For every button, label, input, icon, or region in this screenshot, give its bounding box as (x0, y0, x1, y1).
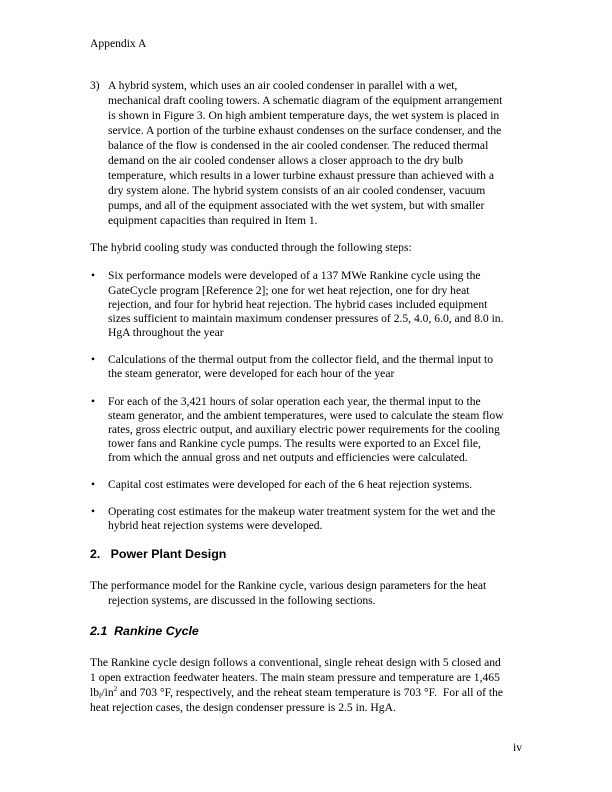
intro-paragraph: The hybrid cooling study was conducted through the following steps: (90, 241, 412, 254)
bullet-icon: • (91, 505, 96, 518)
item3-line: is shown in Figure 3. On high ambient temperature days, the wet system is placed in (108, 109, 500, 122)
bullet-line: sizes sufficient to maintain maximum condenser pressures of 2.5, 4.0, 6.0, and 8.0 in. (108, 312, 504, 325)
bullet-icon: • (91, 353, 96, 366)
bullet-icon: • (91, 269, 96, 282)
section2-line: The performance model for the Rankine cycle, various design parameters for the heat (90, 579, 487, 592)
item3-line: dry system alone. The hybrid system consists of an air cooled condenser, vacuum (108, 184, 486, 197)
bullet-line: from which the annual gross and net outputs and efficiencies were calculated. (108, 451, 468, 464)
bullet-icon: • (91, 395, 96, 408)
bullet-line: rates, gross electric output, and auxiliary electric power requirements for the cooling (108, 423, 500, 436)
bullet-line: tower fans and Rankine cycle pumps. The results were exported to an Excel file, (108, 437, 481, 450)
section-heading: 2. Power Plant Design (90, 547, 227, 561)
item3-line: service. A portion of the turbine exhaust condenses on the surface condenser, and the (108, 124, 502, 137)
bullet-line: HgA throughout the year (108, 326, 224, 339)
subsection-heading: 2.1 Rankine Cycle (90, 624, 199, 638)
section21-line (90, 685, 503, 700)
bullet-line: Six performance models were developed of a 137 MWe Rankine cycle using the (108, 269, 481, 282)
bullet-line: GateCycle program [Reference 2]; one for wet heat rejection, one for dry heat (108, 284, 470, 297)
running-header: Appendix A (90, 37, 147, 50)
page-number: iv (512, 741, 522, 754)
bullet-line: the steam generator, were developed for each hour of the year (108, 367, 395, 380)
section2-line: rejection systems, are discussed in the following sections. (108, 594, 376, 607)
bullet-line: steam generator, and the ambient temperatures, were used to calculate the steam flow (108, 409, 504, 422)
bullet-line: rejection, and four for hybrid heat rejection. The hybrid cases included equipment (108, 298, 488, 311)
bullet-icon: • (91, 478, 96, 491)
unit-subscript: f (99, 692, 102, 700)
item3-line: demand on the air cooled condenser allows a closer approach to the dry bulb (108, 154, 464, 167)
section21-line: The Rankine cycle design follows a conventional, single reheat design with 5 closed and (90, 656, 501, 669)
line-text: and 703 °F, respectively, and the reheat steam temperature is 703 °F. For all of the (117, 686, 504, 699)
item3-line: A hybrid system, which uses an air cooled condenser in parallel with a wet, (108, 79, 458, 92)
unit-lb: lb (90, 686, 100, 699)
bullet-line: hybrid heat rejection systems were developed. (108, 519, 323, 532)
bullet-line: Capital cost estimates were developed for each of the 6 heat rejection systems. (108, 478, 473, 491)
item3-line: equipment capacities than required in Item 1. (108, 214, 318, 227)
item3-line: pumps, and all of the equipment associated with the wet system, but with smaller (108, 199, 485, 212)
unit-superscript: 2 (113, 685, 118, 693)
bullet-line: Operating cost estimates for the makeup water treatment system for the wet and the (108, 505, 496, 518)
section21-line: heat rejection cases, the design condenser pressure is 2.5 in. HgA. (90, 701, 396, 714)
item-number: 3) (90, 79, 100, 92)
unit-in: /in (101, 686, 114, 699)
section21-line: 1 open extraction feedwater heaters. The main steam pressure and temperature are 1,465 (90, 671, 500, 684)
bullet-line: For each of the 3,421 hours of solar operation each year, the thermal input to the (108, 395, 481, 408)
item3-line: temperature, which results in a lower turbine exhaust pressure than achieved with a (108, 169, 495, 182)
item3-line: balance of the flow is condensed in the air cooled condenser. The reduced thermal (108, 139, 489, 152)
bullet-line: Calculations of the thermal output from the collector field, and the thermal input to (108, 353, 494, 366)
item3-line: mechanical draft cooling towers. A schematic diagram of the equipment arrangement (108, 94, 503, 107)
